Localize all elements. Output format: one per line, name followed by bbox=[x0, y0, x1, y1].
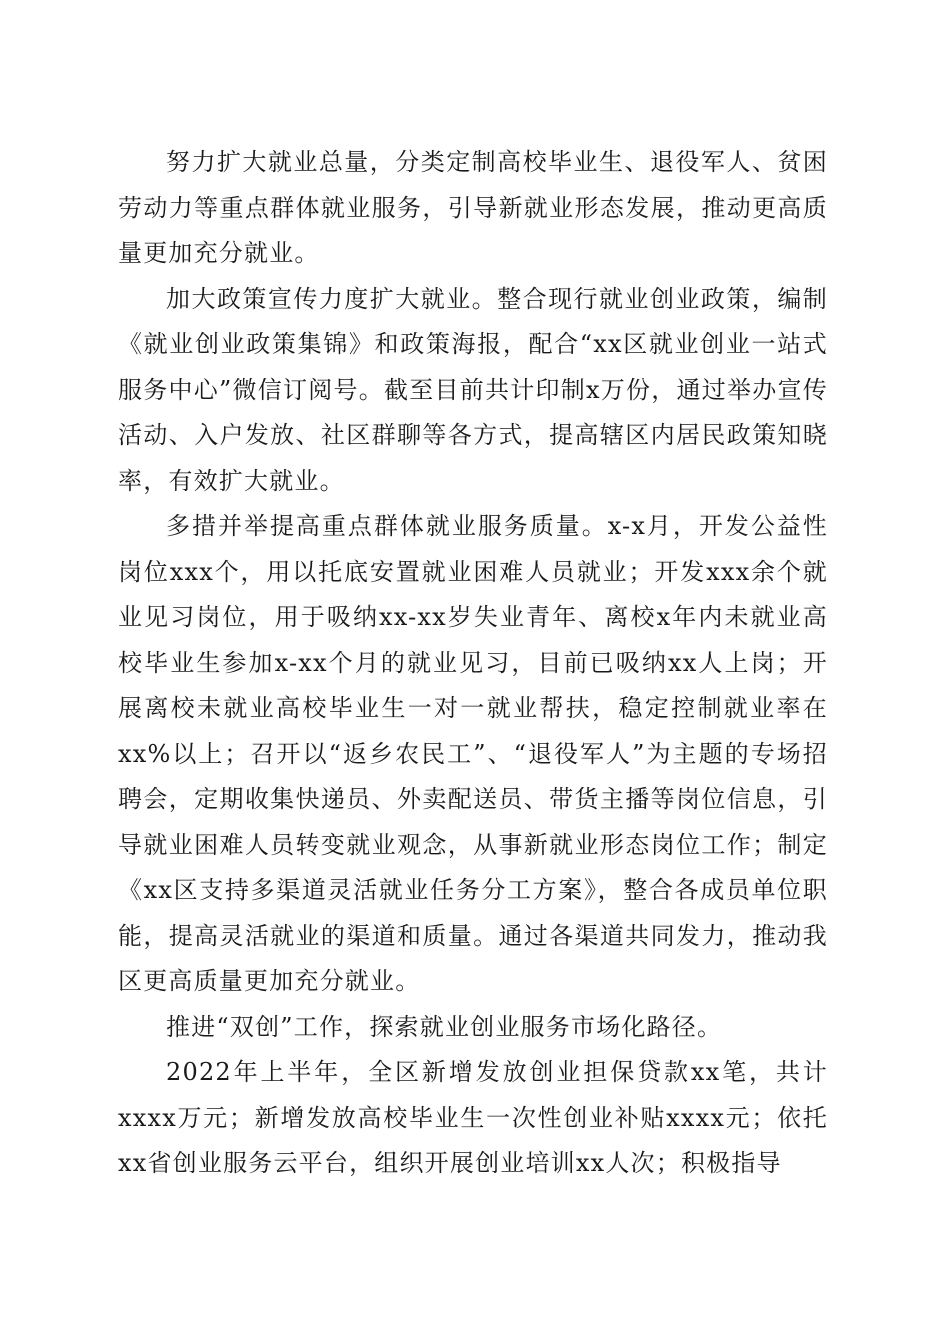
paragraph-key-groups-service: 多措并举提高重点群体就业服务质量。x-x月，开发公益性岗位xxx个，用以托底安置就业困难人员就业；开发xxx余个就业见习岗位，用于吸纳xx-xx岁失业青年、离校x年内未就业高校毕业生参加x-xx个月的就业见习，目前已吸纳xx人上岗；开展离校未就业高校毕业生一对一就业帮扶，稳定控制就业率在xx%以上；召开以“返乡农民工”、“退役军人”为主题的专场招聘会，定期收集快递员、外卖配送员、带货主播等岗位信息，引导就业困难人员转变就业观念，从事新就业形态岗位工作；制定《xx区支持多渠道灵活就业任务分工方案》，整合各成员单位职能，提高灵活就业的渠道和质量。通过各渠道共同发力，推动我区更高质量更加充分就业。 bbox=[118, 512, 828, 995]
document-page bbox=[118, 140, 828, 1187]
paragraph-entrepreneurship-heading: 推进“双创”工作，探索就业创业服务市场化路径。 bbox=[166, 1012, 723, 1041]
paragraph-first-half-2022: 2022年上半年，全区新增发放创业担保贷款xx笔，共计xxxx万元；新增发放高校毕业生一次性创业补贴xxxx元；依托xx省创业服务云平台，组织开展创业培训xx人次；积极指导 bbox=[118, 1058, 828, 1177]
paragraph-policy-publicity: 加大政策宣传力度扩大就业。整合现行就业创业政策，编制《就业创业政策集锦》和政策海报，配合“xx区就业创业一站式服务中心”微信订阅号。截至目前共计印制x万份，通过举办宣传活动、入户发放、社区群聊等各方式，提高辖区内居民政策知晓率，有效扩大就业。 bbox=[118, 284, 828, 495]
paragraph-employment-total: 努力扩大就业总量，分类定制高校毕业生、退役军人、贫困劳动力等重点群体就业服务，引导新就业形态发展，推动更高质量更加充分就业。 bbox=[118, 148, 828, 267]
